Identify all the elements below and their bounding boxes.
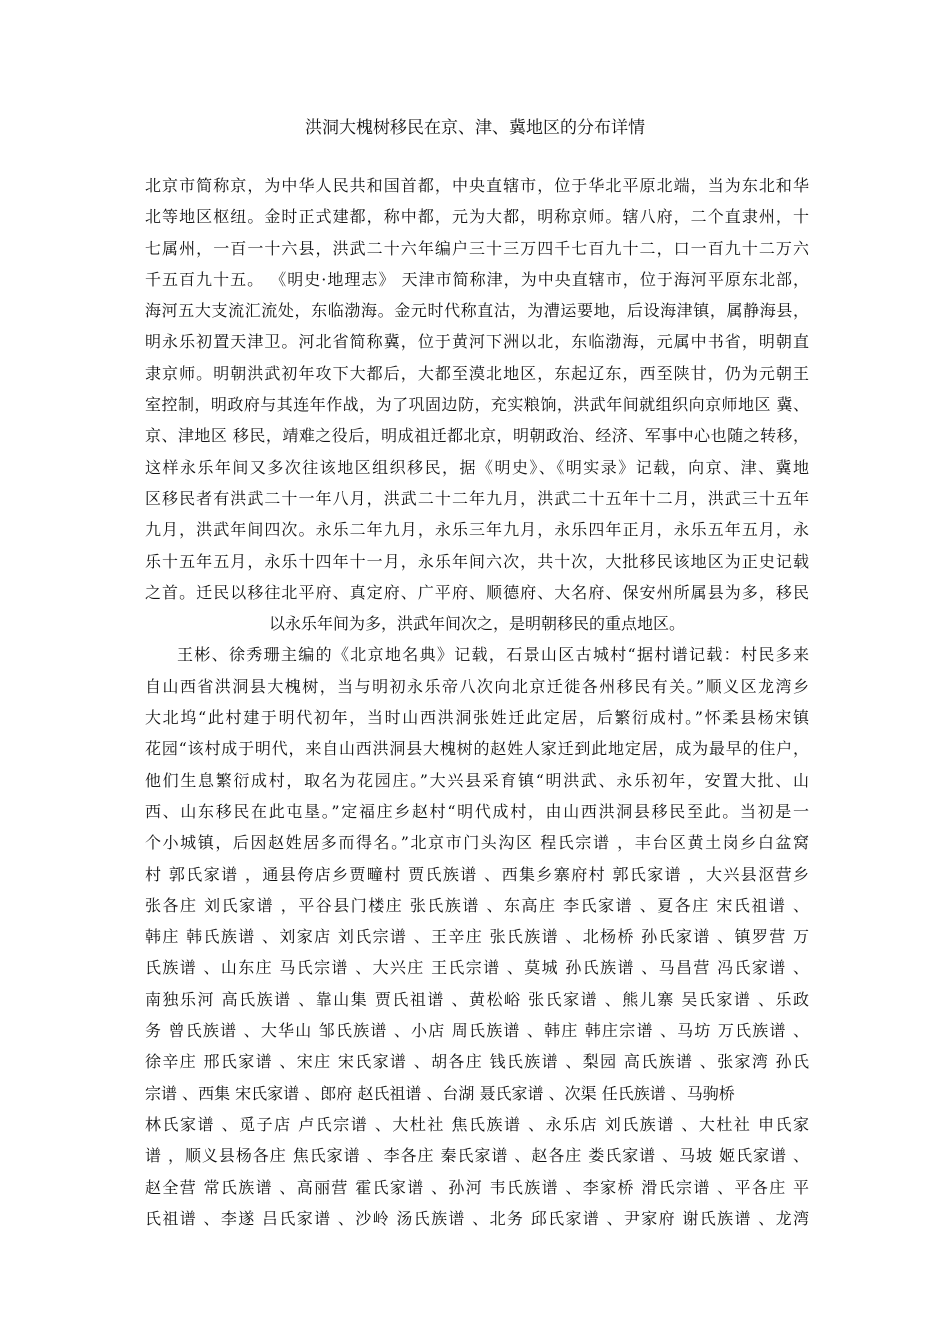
text-line: 自山西省洪洞县大槐树，当与明初永乐帝八次向北京迁徙各州移民有关。”顺义区龙湾乡 [145,676,809,696]
text-line: 海河五大支流汇流处，东临渤海。金元时代称直沽，为漕运要地，后设海津镇，属静海县， [145,301,809,321]
text-line: 林氏家谱 、觅子店 卢氏宗谱 、大杜社 焦氏族谱 、永乐店 刘氏族谱 、大杜社 申氏家 [145,1114,809,1134]
text-line: 他们生息繁衍成村，取名为花园庄。”大兴县采育镇“明洪武、永乐初年，安置大批、山 [145,770,809,790]
text-line: 王彬、徐秀珊主编的《北京地名典》记载，石景山区古城村“据村谱记载：村民多来 [177,645,809,665]
text-line: 北京市简称京，为中华人民共和国首都，中央直辖市，位于华北平原北端，当为东北和华 [145,176,809,195]
text-line: 徐辛庄 邢氏家谱 、宋庄 宋氏家谱 、胡各庄 钱氏族谱 、梨园 高氏族谱 、张家湾 孙氏 [145,1052,809,1072]
text-line: 京、津地区 移民，靖难之役后，明成祖迁都北京，明朝政治、经济、军事中心也随之转移， [145,426,809,446]
text-line: 氏族谱 、山东庄 马氏宗谱 、大兴庄 王氏宗谱 、莫城 孙氏族谱 、马昌营 冯氏家谱 、 [145,958,809,978]
text-line: 谱 ，顺义县杨各庄 焦氏家谱 、李各庄 秦氏家谱 、赵各庄 娄氏家谱 、马坡 姬氏家谱 、 [145,1146,809,1166]
text-line: 韩庄 韩氏族谱 、刘家店 刘氏宗谱 、王辛庄 张氏族谱 、北杨桥 孙氏家谱 、镇罗营 万 [145,927,809,947]
text-line: 隶京师。明朝洪武初年攻下大都后，大都至漠北地区，东起辽东，西至陕甘，仍为元朝王 [145,363,809,383]
text-line: 花园“该村成于明代，来自山西洪洞县大槐树的赵姓人家迁到此地定居，成为最早的住户， [145,739,809,759]
text-line: 七属州，一百一十六县，洪武二十六年编户三十三万四千七百九十二，口一百九十二万六 [145,238,809,258]
text-line: 村 郭氏家谱 ，通县侉店乡贾疃村 贾氏族谱 、西集乡寨府村 郭氏家谱 ，大兴县沤营乡 [145,864,809,884]
text-line: 北等地区枢纽。金时正式建都，称中都，元为大都，明称京师。辖八府，二个直隶州，十 [145,207,809,227]
text-line: 以永乐年间为多，洪武年间次之，是明朝移民的重点地区。 [268,614,685,634]
text-line: 个小城镇，后因赵姓居多而得名。”北京市门头沟区 程氏宗谱 ，丰台区黄土岗乡白盆窝 [145,833,809,853]
text-line: 区移民者有洪武二十一年八月，洪武二十二年九月，洪武二十五年十二月，洪武三十五年 [145,488,809,508]
text-line: 赵全营 常氏族谱 、高丽营 霍氏家谱 、孙河 韦氏族谱 、李家桥 滑氏宗谱 、平各庄 平 [145,1177,809,1197]
text-line: 明永乐初置天津卫。河北省简称冀，位于黄河下洲以北，东临渤海，元属中书省，明朝直 [145,332,809,352]
text-line: 九月，洪武年间四次。永乐二年九月，永乐三年九月，永乐四年正月，永乐五年五月，永 [145,520,809,540]
text-line: 南独乐河 高氏族谱 、靠山集 贾氏祖谱 、黄松峪 张氏家谱 、熊儿寨 吴氏家谱 、乐政 [145,989,809,1009]
text-line: 大北坞“此村建于明代初年，当时山西洪洞张姓迁此定居，后繁衍成村。”怀柔县杨宋镇 [145,708,809,728]
text-line: 这样永乐年间又多次往该地区组织移民，据《明史》、《明实录》记载，向京、津、冀地 [145,457,809,477]
text-line: 千五百九十五。 《明史·地理志》 天津市简称津，为中央直辖市，位于海河平原东北部， [145,269,809,289]
text-line: 室控制，明政府与其连年作战，为了巩固边防，充实粮饷，洪武年间就组织向京师地区 冀、 [145,395,809,415]
text-line: 氏祖谱 、李遂 吕氏家谱 、沙岭 汤氏族谱 、北务 邱氏家谱 、尹家府 谢氏族谱 、龙湾 [145,1208,809,1228]
text-line: 之首。迁民以移往北平府、真定府、广平府、顺德府、大名府、保安州所属县为多，移民 [145,582,809,602]
text-line: 宗谱 、西集 宋氏家谱 、郎府 赵氏祖谱 、台湖 聂氏家谱 、次渠 任氏族谱 、马驹桥 [145,1083,735,1103]
text-line: 乐十五年五月，永乐十四年十一月，永乐年间六次，共十次，大批移民该地区为正史记载 [145,551,809,571]
text-line: 务 曾氏族谱 、大华山 邹氏族谱 、小店 周氏族谱 、韩庄 韩庄宗谱 、马坊 万氏族谱 、 [145,1021,809,1041]
text-line: 西、山东移民在此屯垦。”定福庄乡赵村“明代成村，由山西洪洞县移民至此。当初是一 [145,801,809,821]
text-line: 张各庄 刘氏家谱 ，平谷县门楼庄 张氏族谱 、东高庄 李氏家谱 、夏各庄 宋氏祖谱 、 [145,895,809,915]
document-title: 洪洞大槐树移民在京、津、冀地区的分布详情 [305,118,645,138]
document-body [145,170,809,1234]
